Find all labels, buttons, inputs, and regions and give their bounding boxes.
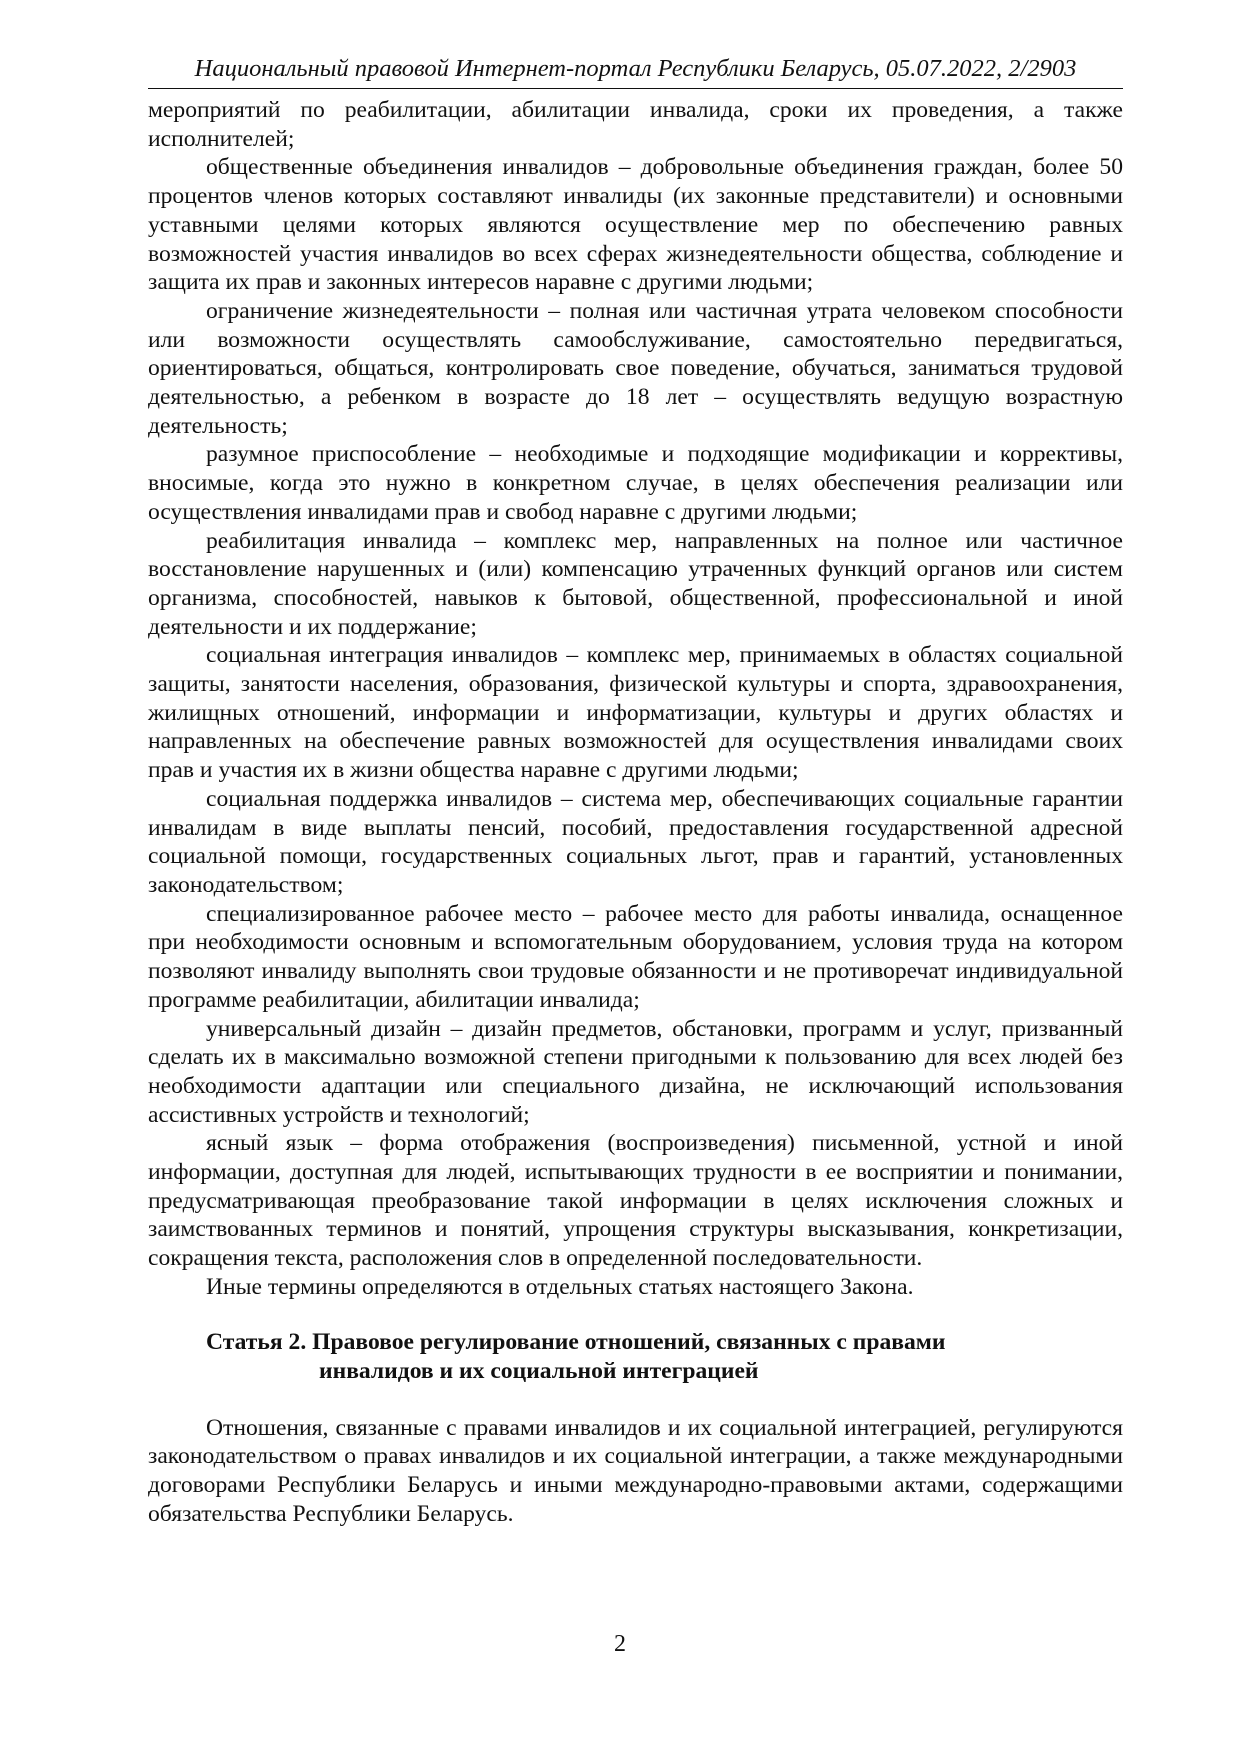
article-heading-line-1: Статья 2. Правовое регулирование отношений, связанных с правами — [206, 1328, 946, 1355]
paragraph-continuation: мероприятий по реабилитации, абилитации инвалида, сроки их проведения, а также исполнителей; — [148, 97, 1123, 152]
definition-plain-language: ясный язык – форма отображения (воспроизведения) письменной, устной и иной информации, доступная для людей, испытывающих трудности в ее восприятии и понимании, предусматривающая преобразование такой информации в целях исключения сложных и заимствованных терминов и понятий, упрощения структуры высказывания, конкретизации, сокращения текста, расположения слов в определенной последовательности. — [148, 1130, 1123, 1272]
article-2-heading — [148, 1328, 1123, 1386]
heading-spacer — [148, 1386, 1123, 1414]
definition-reasonable-accommodation: разумное приспособление – необходимые и подходящие модификации и коррективы, вносимые, когда это нужно в конкретном случае, в целях обеспечения реализации или осуществления инвалидами прав и свобод наравне с другими людьми; — [148, 441, 1123, 525]
definition-social-support: социальная поддержка инвалидов – система мер, обеспечивающих социальные гарантии инвалидам в виде выплаты пенсий, пособий, предоставления государственной адресной социальной помощи, государственных социальных льгот, прав и гарантий, установленных законодательством; — [148, 785, 1123, 898]
definition-public-associations: общественные объединения инвалидов – добровольные объединения граждан, более 50 процентов членов которых составляют инвалиды (их законные представители) и основными уставными целями которых являются осуществление мер по обеспечению равных возможностей участия инвалидов во всех сферах жизнедеятельности общества, соблюдение и защита их прав и законных интересов наравне с другими людьми; — [148, 154, 1123, 296]
page-number: 2 — [614, 1631, 626, 1657]
article-2-body: Отношения, связанные с правами инвалидов и их социальной интеграцией, регулируются законодательством о правах инвалидов и их социальной интеграции, а также международными договорами Республики Беларусь и иными международно-правовыми актами, содержащими обязательства Республики Беларусь. — [148, 1414, 1123, 1527]
header-divider — [148, 88, 1123, 89]
definition-rehabilitation: реабилитация инвалида – комплекс мер, направленных на полное или частичное восстановление нарушенных и (или) компенсацию утраченных функций органов или систем организма, способностей, навыков к бытовой, общественной, профессиональной и иной деятельности и их поддержание; — [148, 527, 1123, 640]
definition-universal-design: универсальный дизайн – дизайн предметов, обстановки, программ и услуг, призванный сделать их в максимально возможной степени пригодными к пользованию для всех людей без необходимости адаптации или специального дизайна, не исключающий использования ассистивных устройств и технологий; — [148, 1015, 1123, 1128]
other-terms-note: Иные термины определяются в отдельных статьях настоящего Закона. — [206, 1273, 914, 1300]
page-header: Национальный правовой Интернет-портал Республики Беларусь, 05.07.2022, 2/2903 — [194, 55, 1077, 82]
definition-social-integration: социальная интеграция инвалидов – комплекс мер, принимаемых в областях социальной защиты, занятости населения, образования, физической культуры и спорта, здравоохранения, жилищных отношений, информации и информатизации, культуры и других областях и направленных на обеспечение равных возможностей для осуществления инвалидами своих прав и участия их в жизни общества наравне с другими людьми; — [148, 642, 1123, 784]
article-heading-line-2: инвалидов и их социальной интеграцией — [319, 1357, 759, 1384]
document-body — [148, 96, 1123, 1528]
definition-specialized-workplace: специализированное рабочее место – рабочее место для работы инвалида, оснащенное при необходимости основным и вспомогательным оборудованием, условия труда на котором позволяют инвалиду выполнять свои трудовые обязанности и не противоречат индивидуальной программе реабилитации, абилитации инвалида; — [148, 900, 1123, 1013]
definition-life-limitation: ограничение жизнедеятельности – полная или частичная утрата человеком способности или возможности осуществлять самообслуживание, самостоятельно передвигаться, ориентироваться, общаться, контролировать свое поведение, обучаться, заниматься трудовой деятельностью, а ребенком в возрасте до 18 лет – осуществлять ведущую возрастную деятельность; — [148, 297, 1123, 439]
